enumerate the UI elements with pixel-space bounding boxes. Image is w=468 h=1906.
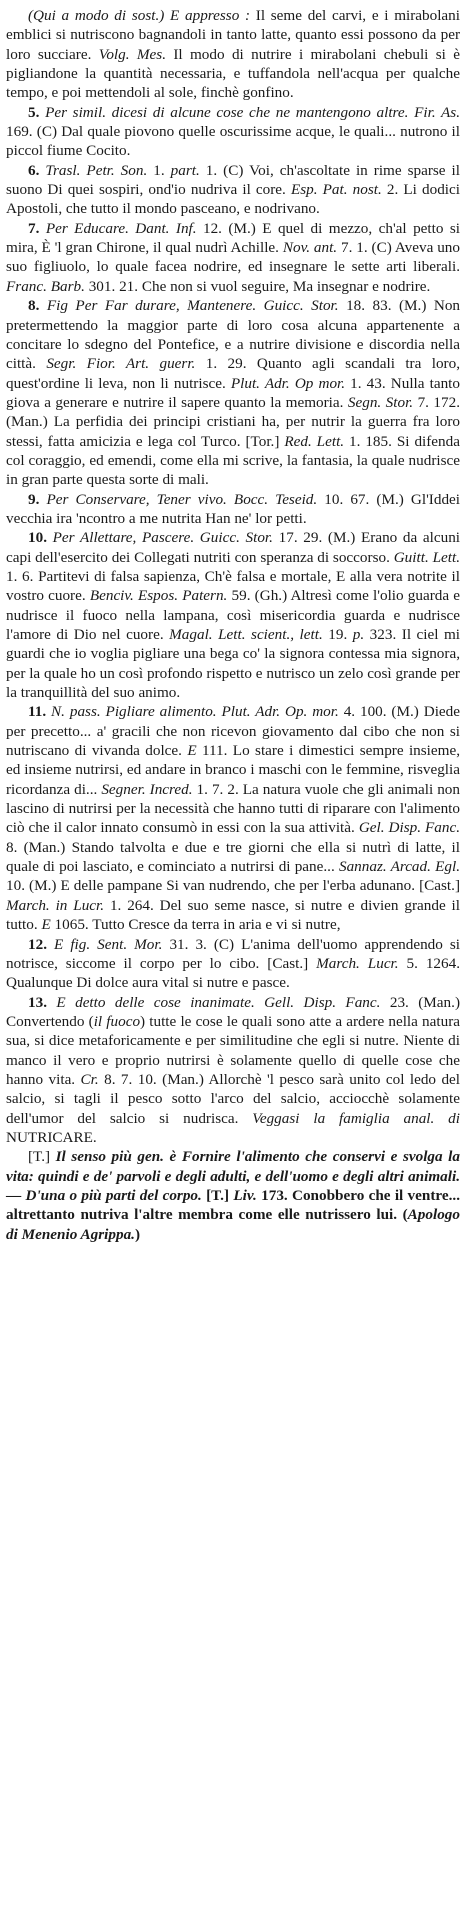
text-run: 169. (C) Dal quale piovono quelle oscurissime acque, le quali... nutrono il piccol fiume Cocito. bbox=[6, 123, 460, 160]
text-run: D'una o più parti del corpo. bbox=[25, 1186, 202, 1204]
text-run: 10. (M.) E delle pampane Si van nudrendo, che per l'erba adunano. [Cast.] bbox=[6, 877, 460, 895]
text-run: 301. 21. Che non si vuol seguire, Ma insegnar e nodrire. bbox=[84, 277, 431, 295]
text-run bbox=[47, 936, 54, 953]
text-run: Franc. Barb. bbox=[6, 277, 85, 295]
entry-note-general-sense bbox=[6, 1147, 460, 1244]
text-run: Red. Lett. bbox=[284, 432, 345, 450]
text-run: 10. bbox=[28, 529, 47, 547]
text-run: 23. (Man.) Convertendo ( bbox=[6, 993, 461, 1030]
text-run: Il seme del carvi, e i mirabolani emblici si nutriscono bagnandoli in tanto latte, quanto essi possono da per loro succiare. bbox=[6, 7, 460, 63]
text-run: Il modo di nutrire i mirabolani chebuli si è pigliandone la quantità necessaria, e tuffandola nell'acqua per qualche tempo, e poi mettendoli al sole, finchè gonfino. bbox=[6, 45, 460, 102]
text-run: 8. bbox=[28, 297, 40, 315]
text-run: 2. Li dodici Apostoli, che tutto il mondo pasceano, e nodrivano. bbox=[6, 181, 460, 218]
text-run: part. bbox=[170, 161, 200, 179]
text-run: 1. 29. Quanto agli scandali tra loro, quest'ordine li leva, non li nutrisce. bbox=[6, 355, 460, 392]
text-run: Sannaz. Arcad. Egl. bbox=[338, 858, 460, 876]
text-run bbox=[47, 994, 56, 1011]
entry-sense-6 bbox=[6, 161, 460, 219]
text-run: 4. 100. (M.) Diede per precetto... a' gracili che non ricevon giovamento dal cibo che non si nutriscano di vivanda dolce. bbox=[6, 703, 461, 760]
text-run: Apologo di Menenio Agrippa. bbox=[6, 1206, 460, 1243]
text-run: 111. Lo stare i dimestici sempre insieme, ed insieme nutrirsi, ed andare in branco i maschi con le femmine, risveglia ricordanza di... bbox=[6, 742, 460, 798]
text-run: E bbox=[187, 742, 197, 760]
text-run: 8. (Man.) Stando talvolta e due e tre giorni che ella si nutrì di latte, il quale di poi lasciato, e cominciato a nutrirsi di pane... bbox=[6, 838, 460, 876]
text-run: 7. 1. (C) Aveva uno suo figliuolo, lo quale facea nodrire, ed insegnare le sette arti liberali. bbox=[6, 239, 460, 276]
text-run: 173. Conobbero che il ventre... altrettanto nutriva l'altre membra come elle nutrissero lui. ( bbox=[6, 1186, 460, 1224]
text-run: Liv. bbox=[233, 1186, 257, 1204]
text-run: 9. bbox=[28, 490, 40, 508]
text-run: 11. bbox=[28, 703, 47, 721]
text-run: Per Educare. Dant. Inf. bbox=[45, 219, 197, 237]
text-run: Fig Per Far durare, Mantenere. Guicc. Stor. bbox=[46, 297, 339, 315]
text-run: 5. 1264. Qualunque Di dolce aura vital si nutre e pasce. bbox=[6, 954, 460, 992]
entry-sense-11 bbox=[6, 702, 460, 934]
text-run: 12. bbox=[28, 935, 47, 953]
text-run: 1. 185. Si difenda col coraggio, ed emendi, come ella mi scrive, la fantasia, la quale nudrisce in gran parte questa sorte di mali. bbox=[6, 432, 460, 489]
text-run: Volg. Mes. bbox=[98, 45, 166, 63]
text-run: 12. (M.) E quel di mezzo, ch'al petto si mira, È 'l gran Chirone, il qual nudrì Achille. bbox=[6, 219, 460, 257]
text-run: Per simil. dicesi di alcune cose che ne mantengono altre. Fir. As. bbox=[45, 103, 460, 121]
text-run: 59. (Gh.) Altresì come l'olio guarda e nudrisce il fuoco nella lampana, così misericordia guarda e nudrisce l'amore di Dio nel cuore. bbox=[6, 587, 460, 643]
text-run: Per Allettare, Pascere. Guicc. Stor. bbox=[52, 529, 273, 547]
text-run: Cr. bbox=[80, 1070, 99, 1088]
text-run: (Qui a modo di sost.) E appresso : bbox=[28, 7, 251, 24]
text-run: NUTRICARE. bbox=[6, 1128, 97, 1146]
text-run: 323. Il ciel mi guardi che io voglia pigliare una bega co' la signora contessa mia signora, per la quale ho un così profondo rispetto e nutrisco un zelo così grande per la tranquillità del suo animo. bbox=[6, 626, 461, 702]
text-run: 18. 83. (M.) Non pretermettendo la maggior parte di loro cosa alcuna appartenente a concitare lo sdegno del Pontefice, e a nutrire divisione e discordia nella città. bbox=[6, 297, 461, 373]
text-run: 7. 172. (Man.) La perfidia dei principi cristiani ha, per nutrir la guerra fra loro stessi, fatta amicizia e lega col Turco. [Tor.] bbox=[6, 393, 461, 450]
text-run: March. Lucr. bbox=[316, 954, 399, 972]
text-run: Veggasi la famiglia anal. di bbox=[252, 1109, 460, 1127]
text-run: 7. bbox=[28, 219, 40, 237]
text-run: Esp. Pat. nost. bbox=[290, 181, 382, 199]
text-run: 1. 7. 2. La natura vuole che gli animali non lascino di nutrirsi per la necessità che hanno tutti di riparare con l'alimento ciò che il calor innato consumò in essi con la sua attività. bbox=[6, 780, 460, 837]
entry-sense-9 bbox=[6, 490, 460, 529]
text-run: E bbox=[41, 916, 51, 934]
text-run bbox=[39, 297, 46, 314]
text-run: Guitt. Lett. bbox=[393, 548, 460, 566]
entry-paragraph bbox=[6, 6, 460, 103]
text-run: 6. bbox=[28, 161, 40, 179]
text-run: Il senso più gen. è Fornire l'alimento che conservi e svolga la vita: quindi e de' parvoli e degli adulti, e dell'uomo e degli altri animali. bbox=[6, 1148, 460, 1185]
entry-sense-12 bbox=[6, 935, 460, 993]
text-run: 1. 6. Partitevi di falsa sapienza, Ch'è falsa e mortale, E alla vera notrite il vostro cuore. bbox=[6, 567, 460, 605]
text-run: ) bbox=[134, 1225, 141, 1243]
text-run: Gel. Disp. Fanc. bbox=[358, 819, 461, 837]
text-run: Plut. Adr. Op mor. bbox=[230, 374, 346, 392]
text-run: 1. 264. Del suo seme nasce, si nutre e divien grande il tutto. bbox=[6, 896, 460, 934]
text-run: il fuoco bbox=[93, 1012, 141, 1030]
text-run: 1. (C) Voi, ch'ascoltate in rime sparse il suono Di quei sospiri, ond'io nudriva il core. bbox=[6, 161, 460, 199]
text-run: 17. 29. (M.) Erano da alcuni capi dell'esercito dei Collegati nutriti con speranza di soccorso. bbox=[6, 529, 461, 566]
entry-sense-5 bbox=[6, 103, 460, 161]
text-run: Benciv. Espos. Patern. bbox=[89, 587, 228, 605]
text-run: Segn. Stor. bbox=[347, 393, 414, 411]
entry-sense-8 bbox=[6, 296, 460, 489]
text-run: 13. bbox=[28, 993, 47, 1011]
text-run: Segr. Fior. Art. guerr. bbox=[46, 355, 196, 373]
text-run: 1065. Tutto Cresce da terra in aria e vi si nutre, bbox=[50, 916, 341, 934]
text-run: p. bbox=[352, 626, 365, 643]
text-run: [T.] bbox=[28, 1148, 56, 1166]
entry-sense-13 bbox=[6, 993, 460, 1148]
text-run: 19. bbox=[322, 626, 353, 643]
text-run: [T.] bbox=[201, 1186, 234, 1204]
entry-sense-10 bbox=[6, 528, 460, 702]
text-run: 1. bbox=[147, 161, 171, 179]
text-run: 1. 43. Nulla tanto giova a generare e nutrire il sapere quanto la memoria. bbox=[6, 374, 460, 411]
text-run: — bbox=[6, 1186, 26, 1204]
text-run: Segner. Incred. bbox=[101, 780, 193, 798]
text-run: 31. 3. (C) L'anima dell'uomo apprendendo si notrisce, siccome il corpo per lo cibo. [Cast.] bbox=[6, 935, 461, 972]
text-run: Per Conservare, Tener vivo. Bocc. Teseid. bbox=[46, 490, 318, 508]
text-run: 10. 67. (M.) Gl'Iddei vecchia ira 'ncontro a me nutrita Han ne' lor petti. bbox=[6, 490, 461, 527]
text-run: 5. bbox=[28, 103, 40, 121]
text-run: March. in Lucr. bbox=[6, 896, 105, 914]
text-run: Magal. Lett. scient., lett. bbox=[169, 626, 323, 643]
text-run: Nov. ant. bbox=[282, 239, 338, 257]
text-run: ) tutte le cose le quali sono atte a ardere nella natura sua, si dice metaforicamente e per similitudine che egli si nutre. Niente di manco il vero e proprio nutrirsi è solamente quello di quelle cose che hanno vita. bbox=[6, 1012, 460, 1088]
text-run: Trasl. Petr. Son. bbox=[45, 161, 148, 179]
text-run: E fig. Sent. Mor. bbox=[54, 935, 163, 953]
text-run: N. pass. Pigliare alimento. Plut. Adr. Op. mor. bbox=[51, 703, 339, 721]
entry-sense-7 bbox=[6, 219, 460, 296]
text-run: E detto delle cose inanimate. Gell. Disp. Fanc. bbox=[56, 993, 381, 1011]
text-run: 8. 7. 10. (Man.) Allorchè 'l pesco sarà unito col ledo del salcio, si tagli il pesco sotto l'arco del salcio, acciocchè solamente dell'umor del salcio si nudrisca. bbox=[6, 1070, 460, 1127]
